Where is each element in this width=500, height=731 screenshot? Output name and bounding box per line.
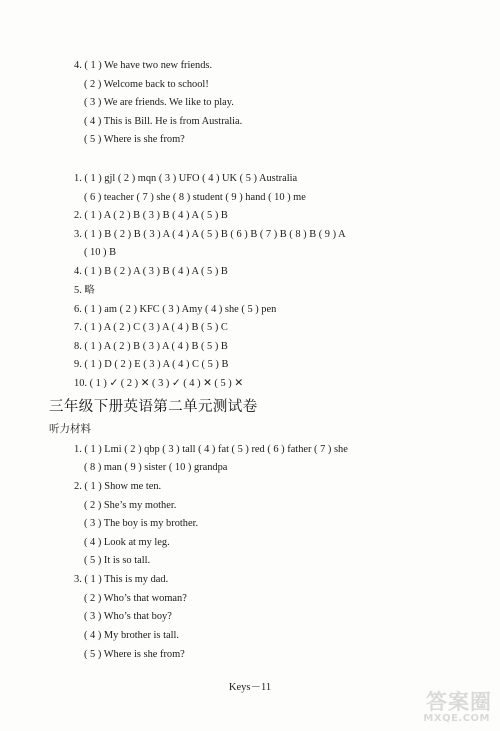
text-line: ( 3 ) We are friends. We like to play. [84, 97, 234, 108]
answer-line: 8. ( 1 ) A ( 2 ) B ( 3 ) A ( 4 ) B ( 5 ) B [74, 341, 228, 352]
answer-line: 2. ( 1 ) A ( 2 ) B ( 3 ) B ( 4 ) A ( 5 ) B [74, 210, 228, 221]
answer-line: ( 10 ) B [84, 247, 117, 258]
text-line: ( 5 ) Where is she from? [84, 134, 185, 145]
answer-line: 5. 略 [74, 285, 95, 296]
section-heading: 三年级下册英语第二单元测试卷 [49, 399, 258, 415]
listening-line: 2. ( 1 ) Show me ten. [74, 481, 162, 492]
page-footer: Keys－11 [228, 682, 272, 693]
watermark-url: MXQE.COM [423, 713, 490, 724]
section-subheading: 听力材料 [49, 423, 91, 435]
listening-line: ( 2 ) She’s my mother. [84, 500, 177, 511]
answer-line: 4. ( 1 ) B ( 2 ) A ( 3 ) B ( 4 ) A ( 5 ) B [74, 266, 228, 277]
listening-line: ( 3 ) Who’s that boy? [84, 611, 172, 622]
answer-line: 3. ( 1 ) B ( 2 ) B ( 3 ) A ( 4 ) A ( 5 ) B ( 6 ) B ( 7 ) B ( 8 ) B ( 9 ) A [74, 229, 346, 240]
answer-line: 1. ( 1 ) gjl ( 2 ) mqn ( 3 ) UFO ( 4 ) UK ( 5 ) Australia [74, 173, 298, 184]
text-line: 4. ( 1 ) We have two new friends. [74, 60, 213, 71]
text-line: ( 2 ) Welcome back to school! [84, 79, 209, 90]
text-line: ( 4 ) This is Bill. He is from Australia. [84, 116, 243, 127]
listening-line: ( 8 ) man ( 9 ) sister ( 10 ) grandpa [84, 462, 228, 473]
listening-line: 1. ( 1 ) Lmi ( 2 ) qbp ( 3 ) tall ( 4 ) fat ( 5 ) red ( 6 ) father ( 7 ) she [74, 444, 348, 455]
listening-line: ( 3 ) The boy is my brother. [84, 518, 199, 529]
watermark-text: 答案圈 [426, 690, 492, 714]
listening-line: ( 5 ) It is so tall. [84, 555, 151, 566]
listening-line: ( 5 ) Where is she from? [84, 649, 185, 660]
listening-line: ( 4 ) My brother is tall. [84, 630, 179, 641]
answer-line: 9. ( 1 ) D ( 2 ) E ( 3 ) A ( 4 ) C ( 5 ) B [74, 359, 229, 370]
watermark-logo [392, 691, 492, 727]
listening-line: ( 4 ) Look at my leg. [84, 537, 170, 548]
answer-line: ( 6 ) teacher ( 7 ) she ( 8 ) student ( 9 ) hand ( 10 ) me [84, 192, 306, 203]
listening-line: ( 2 ) Who’s that woman? [84, 593, 187, 604]
listening-line: 3. ( 1 ) This is my dad. [74, 574, 169, 585]
answer-line: 6. ( 1 ) am ( 2 ) KFC ( 3 ) Amy ( 4 ) she ( 5 ) pen [74, 304, 277, 315]
answer-line: 10. ( 1 ) ✓ ( 2 ) ✕ ( 3 ) ✓ ( 4 ) ✕ ( 5 ) ✕ [74, 378, 244, 389]
answer-line: 7. ( 1 ) A ( 2 ) C ( 3 ) A ( 4 ) B ( 5 ) C [74, 322, 228, 333]
